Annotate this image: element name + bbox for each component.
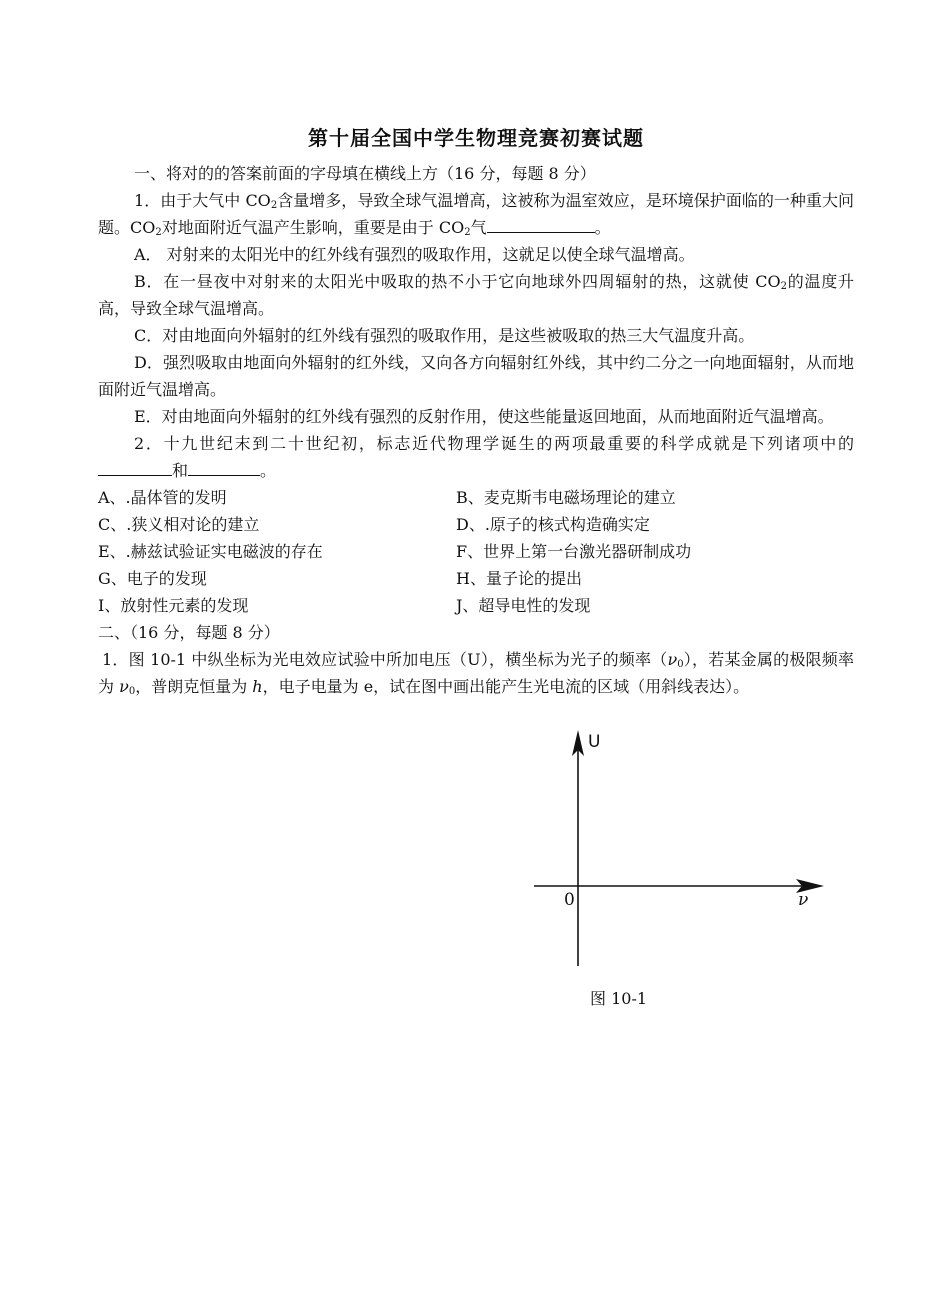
axes-diagram [530,726,830,976]
q2-option-g: G、电子的发现 [98,569,207,588]
q1-option-a: A． 对射来的太阳光中的红外线有强烈的吸取作用，这就足以使全球气温增高。 [134,245,695,264]
q1-option-e: E．对由地面向外辐射的红外线有强烈的反射作用，使这些能量返回地面，从而地面附近气温增高。 [134,407,834,426]
q2-answer-blank-1[interactable] [98,459,172,476]
section1-header: 一、将对的的答案前面的字母填在横线上方（16 分，每题 8 分） [134,164,596,183]
q2-option-b: B、麦克斯韦电磁场理论的建立 [456,488,676,507]
figure-caption: 图 10-1 [590,989,648,1008]
q1-answer-blank[interactable] [487,216,595,233]
page-title: 第十届全国中学生物理竞赛初赛试题 [308,126,644,150]
q1-option-c: C．对由地面向外辐射的红外线有强烈的吸取作用，是这些被吸取的热三大气温度升高。 [134,326,755,345]
section2-header: 二、（16 分，每题 8 分） [98,623,280,642]
q2-stem: 2．十九世纪末到二十世纪初，标志近代物理学诞生的两项最重要的科学成就是下列诸项中的和 。 [98,430,854,484]
q2-option-c: C、.狭义相对论的建立 [98,515,260,534]
q2-option-d: D、.原子的核式构造确实定 [456,515,650,534]
q2-option-a: A、.晶体管的发明 [98,488,227,507]
q2-option-h: H、量子论的提出 [456,569,582,588]
q1-stem: 1．由于大气中 $CO_2$含量增多，导致全球气温增高，这被称为温室效应，是环境保护面临的一种重大问题。$CO_2$对地面附近气温产生影响，重要是由于 $CO_2$气 。 [98,191,854,238]
y-axis-label: U [588,732,601,752]
q2-options [98,484,854,619]
s2-q1-stem: 1．图 10-1 中纵坐标为光电效应试验中所加电压（U），横坐标为光子的频率$(\nu_0)$，若某金属的极限频率为 $\nu_0$，普朗克恒量为 h，电子电量为 e，试在图中画出能产生光电流的区域（用斜线表达）。 [98,650,854,697]
question-body [98,160,854,700]
x-axis-label: ν [798,890,809,910]
q1-option-d: D．强烈吸取由地面向外辐射的红外线，又向各方向辐射红外线，其中约二分之一向地面辐射，从而地面附近气温增高。 [98,353,854,399]
q2-option-e: E、.赫兹试验证实电磁波的存在 [98,542,323,561]
q2-option-j: J、超导电性的发现 [456,596,591,615]
origin-label: 0 [564,890,575,910]
q2-answer-blank-2[interactable] [188,459,260,476]
q1-option-b: B．在一昼夜中对射来的太阳光中吸取的热不小于它向地球外四周辐射的热，这就使 $CO_2$的温度升高，导致全球气温增高。 [98,272,854,318]
q2-option-f: F、世界上第一台激光器研制成功 [456,542,692,561]
figure-10-1 [530,726,830,1016]
q2-option-i: I、放射性元素的发现 [98,596,249,615]
